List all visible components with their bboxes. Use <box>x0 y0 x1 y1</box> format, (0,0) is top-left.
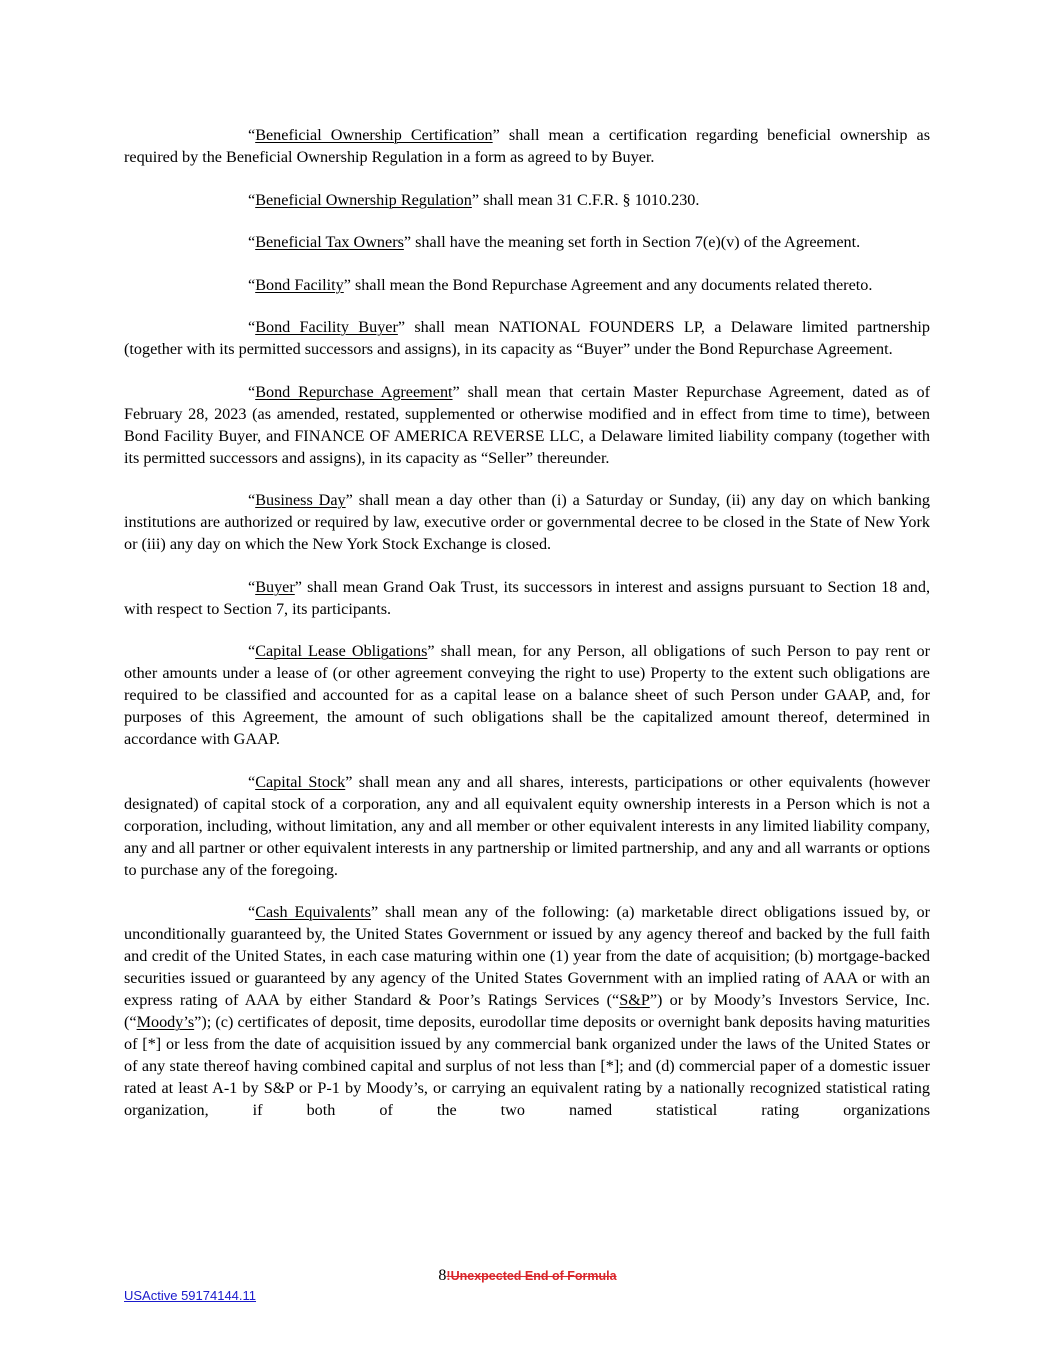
defined-term: Buyer <box>255 577 295 596</box>
defined-term: Bond Repurchase Agreement <box>255 382 453 401</box>
page-number: 8 <box>438 1267 447 1284</box>
defined-term: Bond Facility <box>255 275 344 294</box>
definition-paragraph: “Beneficial Ownership Regulation” shall mean 31 C.F.R. § 1010.230. <box>248 190 700 209</box>
defined-term: Business Day <box>255 491 346 509</box>
defined-term: Capital Stock <box>255 772 346 791</box>
definition-paragraph: “Capital Lease Obligations” shall mean, for any Person, all obligations of such Person to pay rent or other amounts under a lease of (or other agreement conveying the right to use) Property to the extent such obligations are required to be classified and accounted for as a capital lease on a balance sheet of such Person under GAAP, and, for purposes of this Agreement, the amount of such obligations shall be the capitalized amount thereof, determined in accordance with GAAP. <box>124 642 930 748</box>
definition-paragraph: “Beneficial Tax Owners” shall have the meaning set forth in Section 7(e)(v) of the Agreement. <box>248 233 861 251</box>
definition-paragraph: “Business Day” shall mean a day other than (i) a Saturday or Sunday, (ii) any day on which banking institutions are authorized or required by law, executive order or governmental decree to be closed in the State of New York or (iii) any day on which the New York Stock Exchange is closed. <box>124 491 930 553</box>
definition-paragraph: “Buyer” shall mean Grand Oak Trust, its successors in interest and assigns pursuant to Section 18 and, with respect to Section 7, its participants. <box>124 577 930 618</box>
defined-term: Moody’s <box>136 1013 195 1031</box>
defined-term: Beneficial Tax Owners <box>255 233 404 251</box>
definition-paragraph: “Bond Facility” shall mean the Bond Repurchase Agreement and any documents related thereto. <box>248 275 873 294</box>
document-id-link[interactable]: USActive 59174144.11 <box>124 1288 257 1303</box>
defined-term: Beneficial Ownership Regulation <box>255 190 472 209</box>
definition-paragraph: “Bond Repurchase Agreement” shall mean that certain Master Repurchase Agreement, dated as of February 28, 2023 (as amended, restated, supplemented or otherwise modified and in effect from time to time), between Bond Facility Buyer, and FINANCE OF AMERICA REVERSE LLC, a Delaware limited liability company (together with its permitted successors and assigns), in its capacity as “Seller” thereunder. <box>124 382 930 467</box>
defined-term: Beneficial Ownership Certification <box>255 126 493 144</box>
defined-term: Bond Facility Buyer <box>255 318 398 336</box>
definition-paragraph-cash-equivalents: “Cash Equivalents” shall mean any of the following: (a) marketable direct obligations issued by, or unconditionally guaranteed by, the United States Government or issued by any agency thereof and backed by the full faith and credit of the United States, in each case maturing within one (1) year from the date of acquisition; (b) mortgage-backed securities issued or guaranteed by any agency of the United States Government with an implied rating of AAA or with an express rating of AAA by either Standard & Poor’s Ratings Services (“S&P”) or by Moody’s Investors Service, Inc. (“Moody’s”); (c) certificates of deposit, time deposits, eurodollar time deposits or overnight bank deposits having maturities of [*] or less from the date of acquisition issued by any commercial bank organized under the laws of the United States or of any state thereof having combined capital and surplus of not less than [*]; and (d) commercial paper of a domestic issuer rated at least A-1 by S&P or P-1 by Moody’s, or carrying an equivalent rating by a nationally recognized statistical rating organization, if both of the two named statistical rating organizations <box>124 903 931 1119</box>
definition-paragraph: “Capital Stock” shall mean any and all shares, interests, participations or other equivalents (however designated) of capital stock of a corporation, any and all equivalent equity ownership interests in a Person which is not a corporation, including, without limitation, any and all member or other equivalent interests in any limited liability company, any and all partner or other equivalent interests in any partnership or limited partnership, and any and all warrants or options to purchase any of the foregoing. <box>124 772 930 879</box>
formula-error-text: !Unexpected End of Formula <box>446 1269 617 1283</box>
definition-paragraph: “Beneficial Ownership Certification” shall mean a certification regarding beneficial ownership as required by the Beneficial Ownership Regulation in a form as agreed to by Buyer. <box>124 126 931 166</box>
defined-term: Cash Equivalents <box>255 903 371 921</box>
defined-term: Capital Lease Obligations <box>255 642 428 660</box>
page-footer <box>0 1266 1055 1286</box>
document-body <box>124 124 930 1142</box>
definition-paragraph: “Bond Facility Buyer” shall mean NATIONAL FOUNDERS LP, a Delaware limited partnership (together with its permitted successors and assigns), in its capacity as “Buyer” under the Bond Repurchase Agreement. <box>124 318 931 358</box>
defined-term: S&P <box>619 991 650 1009</box>
